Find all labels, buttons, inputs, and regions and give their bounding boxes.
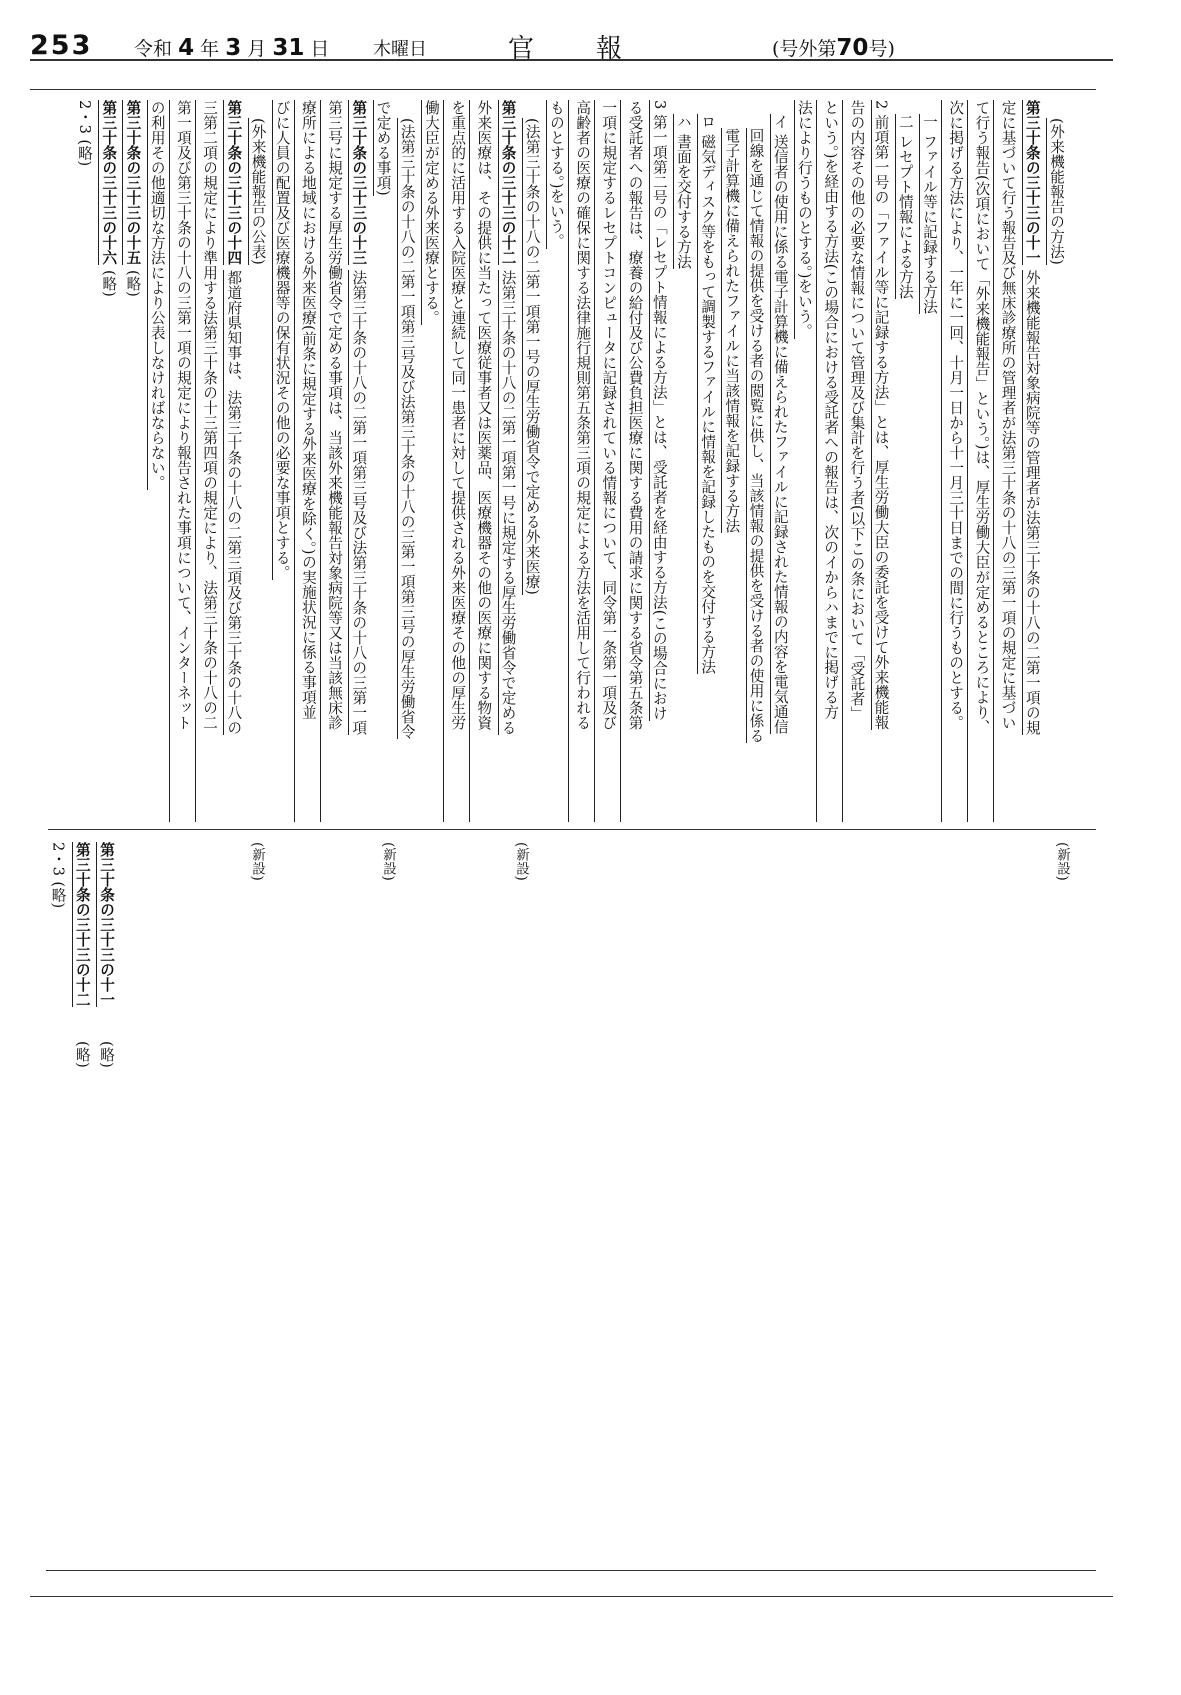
new-mark: (新設) (513, 842, 529, 882)
paragraph-line: ものとする。)をいう。 (547, 100, 565, 249)
item-line: 一 ファイル等に記録する方法 (920, 114, 938, 315)
month: 3 (225, 35, 242, 61)
article-line: 第三十条の三十三の十二 法第三十条の十八の二第一項第一号に規定する厚生労働省令で定める (499, 100, 517, 736)
issue-prefix: (号外第 (772, 38, 837, 60)
section-rule (30, 89, 1096, 90)
article-line: びに人員の配置及び医療機器等の保有状況その他の必要な事項とする。 (273, 100, 291, 580)
new-mark: (新設) (249, 842, 265, 882)
article-line: 第三十条の三十三の十六 (略) (100, 100, 118, 298)
former-text (45, 842, 118, 1542)
article-line: 第三十条の三十三の十一 外来機能報告対象病院等の管理者が法第三十条の十八の二第一項の規 (1023, 100, 1041, 736)
paragraph-line: 2 前項第一号の「ファイル等に記録する方法」とは、厚生労働大臣の委託を受けて外来機能報 (872, 100, 890, 730)
article-line: を重点的に活用する入院医療と連続して同一患者に対して提供される外来医療その他の厚生労 (443, 100, 469, 822)
issue-suffix: 号) (868, 38, 895, 60)
heading-report-method: (外来機能報告の方法) (1048, 118, 1065, 266)
article-line: 外来医療は、その提供に当たって医療従事者又は医薬品、医療機器その他の医療に関する物資 (469, 100, 495, 822)
item-line: 二 レセプト情報による方法 (896, 114, 914, 300)
header-rule (30, 59, 1113, 61)
footer-rule (30, 1596, 1113, 1597)
paragraph-line: 3 第一項第二号の「レセプト情報による方法」とは、受託者を経由する方法(この場合におけ (650, 100, 668, 721)
paragraph-omitted: 2・3 (略) (76, 100, 94, 167)
year-unit: 年 (200, 38, 220, 60)
page-number: 253 (30, 30, 93, 61)
article-line: て行う報告(次項において「外来機能報告」という。)は、厚生労働大臣が定めるところにより、 (967, 100, 993, 822)
revised-text (72, 100, 1068, 822)
gazette-title: 官報 (508, 34, 685, 64)
article-line: の利用その他適切な方法により公表しなければならない。 (148, 100, 166, 490)
article-line: 働大臣が定める外来医療とする。 (422, 100, 440, 325)
article-line: 三第二項の規定により準用する法第三十条の十三第四項の規定により、法第三十条の十八の二 (195, 100, 221, 822)
article-line: 第三十条の三十三の十四 都道府県知事は、法第三十条の十八の二第三項及び第三十条の十八の (225, 100, 243, 736)
paragraph-line: 一項に規定するレセプトコンピュータに記録されている情報について、同令第一条第一項及び (594, 100, 620, 822)
issue-value: 70 (836, 35, 869, 61)
issue-date (134, 34, 329, 74)
article-line: 第三号に規定する厚生労働省令で定める事項は、当該外来機能報告対象病院等又は当該無床診 (320, 100, 346, 822)
article-line: 第三十条の三十三の十二(略) (73, 842, 91, 1069)
bottom-rule (46, 1570, 1096, 1571)
heading-matters-cont: で定める事項) (374, 100, 392, 197)
month-unit: 月 (247, 38, 267, 60)
article-line: 療所による地域における外来医療(前条に規定する外来医療を除く。)の実施状況に係る事項並 (294, 100, 320, 822)
article-line: 第三十条の三十三の十一(略) (98, 842, 115, 1069)
weekday: 木曜日 (373, 39, 427, 60)
article-line: 第三十条の三十三の十三 法第三十条の十八の二第一項第三号及び法第三十条の十八の三第一項 (350, 100, 368, 736)
heading-matters: (法第三十条の十八の二第一項第三号及び法第三十条の十八の三第一項第三号の厚生労働省令 (398, 118, 416, 740)
item-line: ロ 磁気ディスク等をもって調製するファイルに情報を記録したものを交付する方法 (699, 114, 717, 675)
paragraph-line: 法により行うものとする。)をいう。 (795, 100, 813, 339)
paragraph-line: 告の内容その他の必要な情報について管理及び集計を行う者(以下この条において「受託者」 (842, 100, 868, 822)
item-line: 電子計算機に備えられたファイルに当該情報を記録する方法 (723, 128, 741, 533)
article-line: 第三十条の三十三の十五 (略) (124, 100, 142, 298)
item-line: ハ 書面を交付する方法 (674, 114, 692, 270)
item-line: イ 送信者の使用に係る電子計算機に備えられたファイルに記録された情報の内容を電気通信 (771, 114, 789, 735)
paragraph-line: る受託者への報告は、療養の給付及び公費負担医療に関する費用の請求に関する省令第五条第 (620, 100, 646, 822)
issue-number (772, 34, 895, 74)
middle-rule (48, 829, 1096, 830)
paragraph-line: 高齢者の医療の確保に関する法律施行規則第五条第三項の規定による方法を活用して行われる (568, 100, 594, 822)
heading-publication: (外来機能報告の公表) (249, 118, 267, 266)
article-line: 定に基づいて行う報告及び無床診療所の管理者が法第三十条の十八の三第一項の規定に基づい (993, 100, 1019, 822)
article-line: 第一項及び第三十条の十八の三第一項の規定により報告された事項について、インターネット (169, 100, 195, 822)
year: 4 (178, 35, 195, 61)
day-unit: 日 (310, 38, 330, 60)
heading-outpatient: (法第三十条の十八の二第一項第一号の厚生労働省令で定める外来医療) (523, 118, 541, 596)
paragraph-line: という。)を経由する方法(この場合における受託者への報告は、次のイからハまでに掲げる方 (816, 100, 842, 822)
paragraph-omitted: 2・3 (略) (49, 842, 67, 909)
new-mark: (新設) (1054, 842, 1070, 882)
new-mark: (新設) (380, 842, 396, 882)
item-line: 回線を通じて情報の提供を受ける者の閲覧に供し、当該情報の提供を受ける者の使用に係る (747, 128, 765, 743)
era: 令和 (134, 38, 173, 60)
article-line: 次に掲げる方法により、一年に一回、十月一日から十一月三十日までの間に行うものとする。 (941, 100, 967, 822)
day: 31 (272, 35, 305, 61)
